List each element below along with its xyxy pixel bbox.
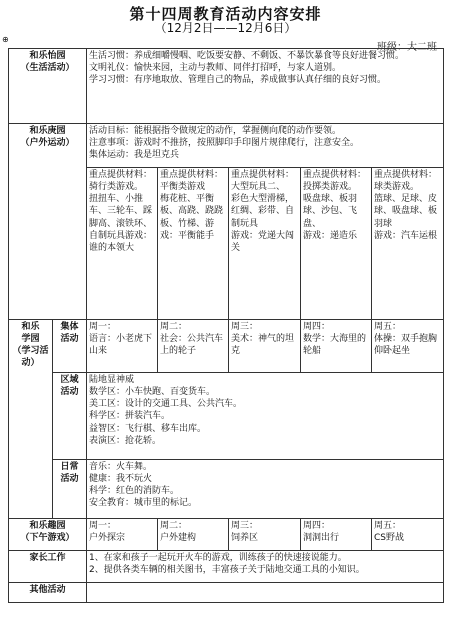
table-move-handle[interactable]: ⊕: [2, 35, 9, 44]
life-line: 学习习惯：有序地取放、管理自己的物品，养成做事认真仔细的良好习惯。: [89, 75, 387, 86]
family-section-label: 家长工作: [9, 551, 87, 583]
group-day-cell[interactable]: 周三： 美术：神气的坦克: [229, 320, 301, 373]
group-activity-label: 集体 活动: [53, 320, 87, 373]
fun-day-cell[interactable]: 周五： CS野战: [372, 519, 444, 551]
group-day-cell[interactable]: 周一： 语言：小老虎下山来: [87, 320, 158, 373]
life-section-label: 和乐怡园 （生活活动）: [9, 49, 87, 124]
life-line: 生活习惯：养成细嚼慢咽、吃饭要安静、不剩饭、不暴饮暴食等良好进餐习惯。: [89, 51, 405, 61]
life-line: 文明礼仪：愉快来园，主动与教师、同伴打招呼，与家人道别。: [89, 63, 342, 74]
group-day-cell[interactable]: 周四： 数学：大海里的轮船: [301, 320, 372, 373]
outdoor-material-cell[interactable]: 重点提供材料：大型玩具二、 彩色大型滑梯，红绸、彩带、自制玩具 游戏：党递大闯关: [229, 168, 301, 320]
page-title: 第十四周教育活动内容安排: [129, 5, 322, 23]
date-range: （12月2日——12月6日）: [154, 21, 297, 35]
class-label: 班级：大二班: [377, 42, 437, 53]
fun-day-cell[interactable]: 周四： 洞洞出行: [301, 519, 372, 551]
other-content[interactable]: [87, 583, 444, 603]
outdoor-goal[interactable]: 活动目标：能根据指令做规定的动作，掌握侧向爬的动作要领。 注意事项：游戏时不推挤，按照脚印手印图片规律爬行，注意安全。 集体运动：我是坦克兵: [87, 124, 444, 168]
outdoor-material-cell[interactable]: 重点提供材料：骑行类游戏。 扭扭车、小推车、三轮车、踩脚高、滚铁环、自制玩具游戏：谁的本领大: [87, 168, 158, 320]
outdoor-material-cell[interactable]: 重点提供材料：投掷类游戏。 吸盘球、板羽球、沙包、飞盘、 游戏：递造乐: [301, 168, 372, 320]
learning-section-label: 和乐 学园 （学习活动）: [9, 320, 53, 519]
schedule-table: [8, 48, 444, 603]
life-content[interactable]: [87, 49, 444, 124]
outdoor-material-cell[interactable]: 重点提供材料：球类游戏。 篮球、足球、皮球、吸盘球、板羽球 游戏：汽车运根: [372, 168, 444, 320]
fun-day-cell[interactable]: 周三： 饲养区: [229, 519, 301, 551]
daily-activity-label: 日常 活动: [53, 460, 87, 519]
area-content[interactable]: 陆地显神威 数学区：小车快跑、百变货车。 美工区：设计的交通工具、公共汽车。 科学区：拼装汽车。 益智区：飞行棋、移车出库。 表演区：抢花轿。: [87, 373, 444, 460]
group-day-cell[interactable]: 周二： 社会：公共汽车上的轮子: [158, 320, 229, 373]
area-activity-label: 区域 活动: [53, 373, 87, 460]
group-day-cell[interactable]: 周五： 体操：双手抱胸仰卧起坐: [372, 320, 444, 373]
other-section-label: 其他活动: [9, 583, 87, 603]
daily-content[interactable]: 音乐：火车舞。 健康：我不玩火 科学：红色的消防车。 安全教育：城市里的标记。: [87, 460, 444, 519]
fun-day-cell[interactable]: 周一： 户外探宗: [87, 519, 158, 551]
fun-day-cell[interactable]: 周二： 户外建构: [158, 519, 229, 551]
outdoor-material-cell[interactable]: 重点提供材料：平衡类游戏 梅花桩、平衡板、高跷、跷跷板、竹梯、游戏：平衡能手: [158, 168, 229, 320]
fun-section-label: 和乐趣园 （下午游戏）: [9, 519, 87, 551]
outdoor-section-label: 和乐庚园 （户外运动）: [9, 124, 87, 320]
family-content[interactable]: 1、在家和孩子一起玩开火车的游戏，训练孩子的快速接说能力。 2、提供各类车辆的相关图书，丰富孩子关于陆地交通工具的小知识。: [87, 551, 444, 583]
